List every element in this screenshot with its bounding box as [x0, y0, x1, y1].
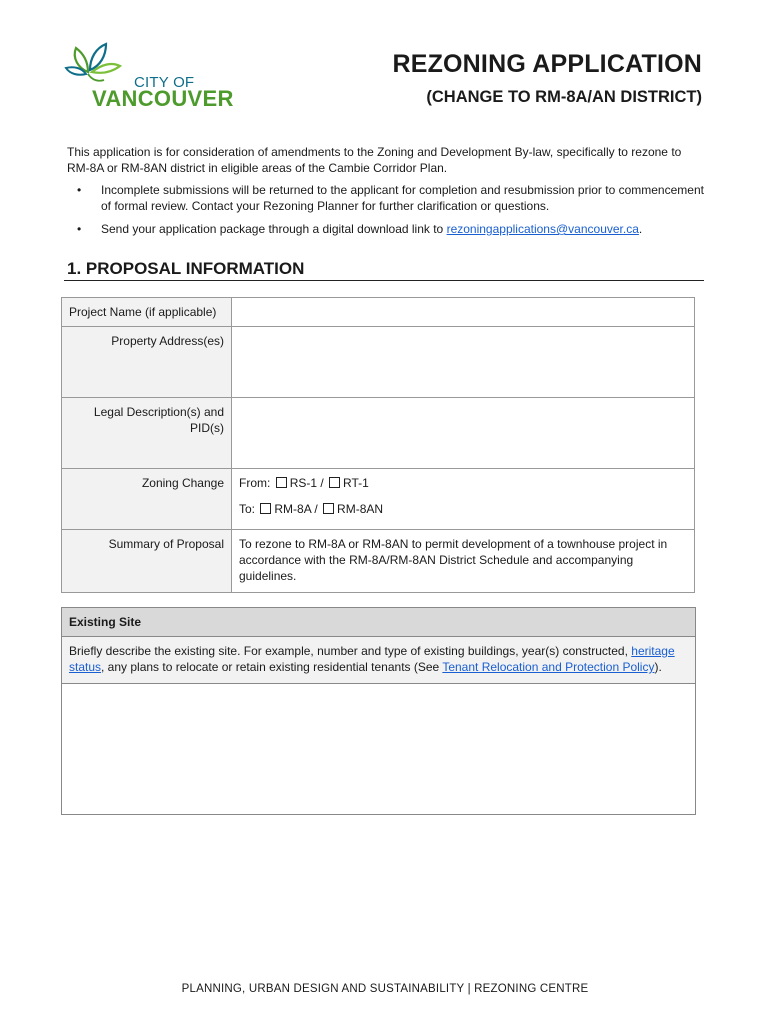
logo-vancouver-text: VANCOUVER [92, 86, 234, 111]
bullet-dot-icon: • [77, 183, 82, 197]
zoning-change-field [232, 469, 695, 530]
form-row-legal-description [62, 398, 695, 469]
email-link[interactable]: rezoningapplications@vancouver.ca [446, 222, 639, 236]
leaf-logo-icon [64, 40, 144, 90]
logo-city-of-text: CITY OF [134, 74, 195, 91]
rm8a-checkbox[interactable] [260, 503, 271, 514]
project-name-label: Project Name (if applicable) [62, 298, 232, 327]
tenant-relocation-policy-link[interactable]: Tenant Relocation and Protection Policy [442, 660, 655, 674]
intro-paragraph: This application is for consideration of amendments to the Zoning and Development By-law, specifically to rezone to RM-8A or RM-8AN district in eligible areas of the Cambie Corridor Plan. [67, 145, 682, 175]
bullet-item-send [67, 221, 707, 237]
rs1-checkbox[interactable] [276, 477, 287, 488]
bullet-text-prefix: Send your application package through a digital download link to [101, 222, 447, 236]
summary-label: Summary of Proposal [62, 530, 232, 593]
proposal-form-table [61, 297, 695, 593]
property-address-field[interactable] [232, 327, 695, 398]
city-of-vancouver-logo [64, 40, 234, 116]
rt1-option-label: RT-1 [343, 476, 369, 490]
existing-site-desc-suffix: ). [654, 660, 662, 674]
legal-description-field[interactable] [232, 398, 695, 469]
intro-bullet-list [67, 182, 707, 244]
bullet-text-suffix: . [638, 222, 643, 236]
zoning-change-label: Zoning Change [62, 469, 232, 530]
form-row-project-name [62, 298, 695, 327]
rm8an-option-label: RM-8AN [337, 502, 384, 516]
to-label: To: [239, 502, 256, 516]
existing-site-description [62, 637, 695, 684]
legal-description-label: Legal Description(s) and PID(s) [62, 398, 232, 469]
bullet-text: Incomplete submissions will be returned to the applicant for completion and resubmission prior to commencement of formal review. Contact your Rezoning Planner for further clarification or questions. [101, 183, 704, 213]
form-row-property-address [62, 327, 695, 398]
existing-site-heading: Existing Site [62, 608, 695, 637]
from-label: From: [239, 476, 271, 490]
rt1-checkbox[interactable] [329, 477, 340, 488]
project-name-field[interactable] [232, 298, 695, 327]
form-row-summary [62, 530, 695, 593]
existing-site-box [61, 607, 696, 815]
existing-site-desc-middle: , any plans to relocate or retain existing residential tenants (See [101, 660, 443, 674]
property-address-label: Property Address(es) [62, 327, 232, 398]
heritage-status-link[interactable]: heritage status [69, 644, 675, 674]
section-divider [64, 280, 704, 281]
rs1-option-label: RS-1 / [289, 476, 324, 490]
page-subtitle: (CHANGE TO RM-8A/AN DISTRICT) [426, 88, 702, 106]
page-title: REZONING APPLICATION [392, 50, 702, 78]
rm8a-option-label: RM-8A / [274, 502, 318, 516]
bullet-dot-icon: • [77, 222, 82, 236]
form-row-zoning-change [62, 469, 695, 530]
existing-site-desc-prefix: Briefly describe the existing site. For example, number and type of existing buildings, year(s) constructed, [69, 644, 632, 658]
rm8an-checkbox[interactable] [323, 503, 334, 514]
existing-site-input[interactable] [62, 684, 695, 814]
summary-value: To rezone to RM-8A or RM-8AN to permit development of a townhouse project in accordance with the RM-8A/RM-8AN District Schedule and accompanying guidelines. [232, 530, 695, 593]
section-proposal-title: 1. PROPOSAL INFORMATION [67, 259, 305, 278]
page-footer: PLANNING, URBAN DESIGN AND SUSTAINABILITY | REZONING CENTRE [181, 983, 589, 995]
bullet-item-incomplete [67, 182, 707, 214]
